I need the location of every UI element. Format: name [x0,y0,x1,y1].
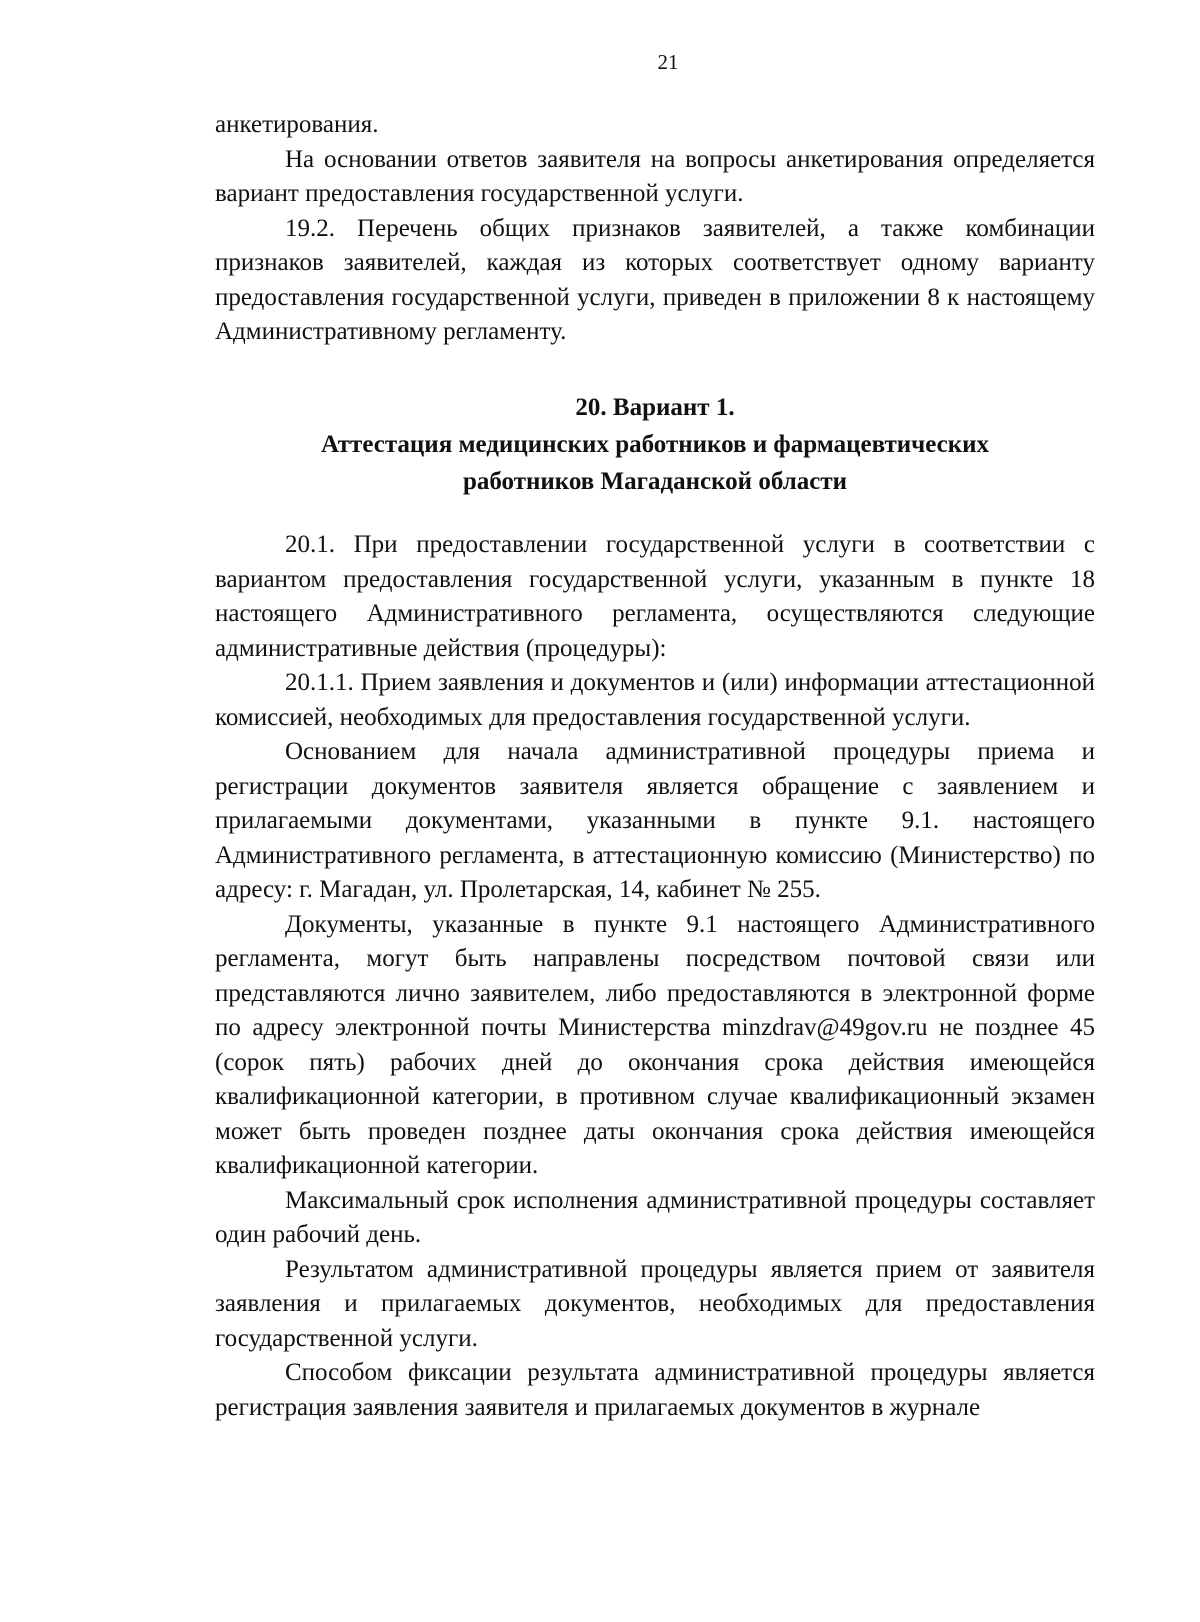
section-heading-number: 20. Вариант 1. [575,394,735,421]
page-number: 21 [657,50,679,74]
body-text-block [215,528,1095,1425]
paragraph: 20.1. При предоставлении государственной услуги в соответствии с вариантом предоставления государственной услуги, указанным в пункте 18 настоящего Административного регламента, осуществляются следующие административные действия (процедуры): [215,531,1095,662]
paragraph: Максимальный срок исполнения административной процедуры составляет один рабочий день. [215,1186,1095,1248]
paragraph: Документы, указанные в пункте 9.1 настоящего Административного регламента, могут быть направлены посредством почтовой связи или представляются лично заявителем, либо предоставляются в электронной форме по адресу электронной почты Министерства minzdrav@49gov.ru не позднее 45 (сорок пять) рабочих дней до окончания срока действия имеющейся квалификационной категории, в противном случае квалификационный экзамен может быть проведен позднее даты окончания срока действия имеющейся квалификационной категории. [215,910,1095,1179]
section-heading [215,389,1095,500]
paragraph: анкетирования. [215,111,379,138]
paragraph: На основании ответов заявителя на вопросы анкетирования определяется вариант предоставления государственной услуги. [215,145,1095,207]
paragraph: Основанием для начала административной процедуры приема и регистрации документов заявителя является обращение с заявлением и прилагаемыми документами, указанными в пункте 9.1. настоящего Административного регламента, в аттестационную комиссию (Министерство) по адресу: г. Магадан, ул. Пролетарская, 14, кабинет № 255. [215,738,1095,903]
paragraph: 20.1.1. Прием заявления и документов и (или) информации аттестационной комиссией, необходимых для предоставления государственной услуги. [215,669,1095,731]
top-text-block [215,108,1095,350]
paragraph: Результатом административной процедуры является прием от заявителя заявления и прилагаемых документов, необходимых для предоставления государственной услуги. [215,1255,1095,1352]
paragraph: 19.2. Перечень общих признаков заявителей, а также комбинации признаков заявителей, каждая из которых соответствует одному варианту предоставления государственной услуги, приведен в приложении 8 к настоящему Административному регламенту. [215,214,1095,345]
section-heading-title-line1: Аттестация медицинских работников и фармацевтических [320,431,990,458]
paragraph: Способом фиксации результата административной процедуры является регистрация заявления заявителя и прилагаемых документов в журнале [215,1359,1095,1421]
section-heading-title-line2: работников Магаданской области [462,468,848,495]
